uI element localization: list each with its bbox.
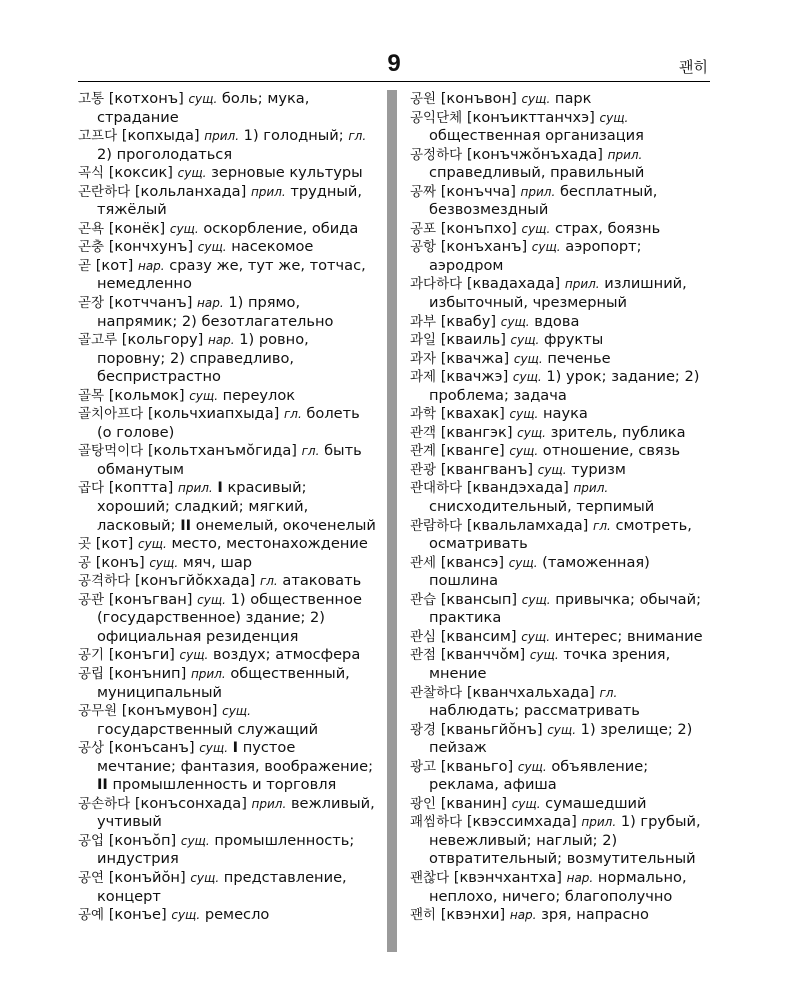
headword: 광인 xyxy=(410,795,437,812)
dictionary-entry xyxy=(410,238,710,275)
headword: 관심 xyxy=(410,628,437,645)
definition: 1) урок; задание; 2) проблема; задача xyxy=(428,368,700,404)
transcription: [квангванъ] xyxy=(440,460,534,478)
part-of-speech: прил. xyxy=(178,481,213,496)
transcription: [конъйŏн] xyxy=(108,868,186,886)
transcription: [квэнчхантха] xyxy=(453,868,562,886)
dictionary-entry xyxy=(410,275,710,312)
part-of-speech: сущ. xyxy=(509,407,539,422)
headword: 괜히 xyxy=(410,907,437,924)
headword: 관광 xyxy=(410,461,437,478)
headword: 곧 xyxy=(78,257,92,274)
transcription: [кольгору] xyxy=(121,331,204,349)
page-header xyxy=(78,48,710,82)
dictionary-entry xyxy=(410,146,710,183)
dictionary-entry xyxy=(78,442,378,479)
dictionary-entry xyxy=(78,646,378,665)
transcription: [кванге] xyxy=(440,442,505,460)
part-of-speech: прил. xyxy=(564,277,600,292)
part-of-speech: гл. xyxy=(283,407,302,422)
definition: переулок xyxy=(222,386,296,404)
part-of-speech: прил. xyxy=(251,796,287,811)
transcription: [квэнхи] xyxy=(440,906,506,924)
part-of-speech: сущ. xyxy=(547,722,577,737)
dictionary-entry xyxy=(410,721,710,758)
transcription: [конъе] xyxy=(108,906,167,924)
dictionary-entry xyxy=(410,220,710,239)
transcription: [квахак] xyxy=(440,405,505,423)
dictionary-entry xyxy=(78,591,378,647)
part-of-speech: прил. xyxy=(573,481,609,496)
definition: излишний, избыточный, чрезмерный xyxy=(428,275,687,312)
transcription: [кончхунъ] xyxy=(108,238,194,256)
part-of-speech: сущ. xyxy=(521,92,551,106)
left-column xyxy=(78,90,378,925)
transcription: [квансып] xyxy=(440,590,518,608)
headword: 곡식 xyxy=(78,165,105,182)
dictionary-entry xyxy=(410,517,710,554)
headword: 곧장 xyxy=(78,295,105,312)
dictionary-entry xyxy=(410,405,710,424)
headword: 공정하다 xyxy=(410,146,463,163)
transcription: [квангэк] xyxy=(440,423,513,441)
headword: 골목 xyxy=(78,387,105,404)
definition: парк xyxy=(554,90,592,107)
dictionary-entry xyxy=(78,387,378,406)
transcription: [кванчхальхада] xyxy=(466,683,595,701)
part-of-speech: сущ. xyxy=(137,537,167,552)
headword: 공무원 xyxy=(78,703,118,720)
definition: промышленность и торговля xyxy=(112,776,337,794)
transcription: [квальламхада] xyxy=(466,516,589,534)
part-of-speech: гл. xyxy=(348,129,367,144)
dictionary-entry xyxy=(410,591,710,628)
headword: 과자 xyxy=(410,350,437,367)
transcription: [конъ] xyxy=(95,553,145,571)
dictionary-entry xyxy=(410,183,710,220)
definition: место, местонахождение xyxy=(171,535,368,553)
definition: онемелый, окоченелый xyxy=(195,516,376,534)
definition: наблюдать; рассматривать xyxy=(428,702,640,720)
transcription: [конъмувон] xyxy=(121,702,218,720)
definition: привычка; обычай; практика xyxy=(428,590,701,627)
definition: боль; мука, страдание xyxy=(96,90,310,126)
part-of-speech: нар. xyxy=(197,296,224,311)
part-of-speech: нар. xyxy=(137,258,165,273)
part-of-speech: сущ. xyxy=(513,351,543,366)
headword: 관람하다 xyxy=(410,517,463,534)
dictionary-entry xyxy=(78,331,378,387)
definition: государственный служащий xyxy=(96,720,319,738)
part-of-speech: сущ. xyxy=(199,741,229,756)
transcription: [квабу] xyxy=(440,312,497,330)
definition: общественный, муниципальный xyxy=(96,664,350,701)
sense-number: II xyxy=(96,776,108,794)
definition: нормально, неплохо, ничего; благополучно xyxy=(428,868,687,905)
transcription: [квэссимхада] xyxy=(466,813,577,831)
transcription: [кольчхиапхыда] xyxy=(147,405,280,423)
headword: 공익단체 xyxy=(410,109,463,126)
part-of-speech: сущ. xyxy=(171,908,201,923)
definition: печенье xyxy=(547,349,611,367)
dictionary-entry xyxy=(410,795,710,814)
part-of-speech: сущ. xyxy=(508,555,538,570)
definition: интерес; внимание xyxy=(554,627,703,645)
transcription: [квансэ] xyxy=(440,553,505,571)
transcription: [котхонъ] xyxy=(108,90,184,107)
transcription: [кольмок] xyxy=(108,386,185,404)
part-of-speech: сущ. xyxy=(500,314,530,329)
transcription: [квандэхада] xyxy=(466,479,569,497)
headword: 관세 xyxy=(410,554,437,571)
dictionary-entry xyxy=(410,331,710,350)
definition: зерновые культуры xyxy=(211,164,363,182)
headword: 공짜 xyxy=(410,183,437,200)
definition: 2) проголодаться xyxy=(96,145,233,163)
definition: красивый; хороший; сладкий; мягкий, ласковый; xyxy=(96,479,309,534)
definition: болеть (о голове) xyxy=(96,405,360,441)
dictionary-entry xyxy=(410,442,710,461)
definition: сразу же, тут же, тотчас, немедленно xyxy=(96,256,366,293)
transcription: [конънип] xyxy=(108,664,187,682)
transcription: [конъвон] xyxy=(440,90,517,107)
transcription: [кваиль] xyxy=(440,331,506,349)
headword: 고통 xyxy=(78,91,105,107)
headword: 과학 xyxy=(410,406,437,423)
dictionary-entry xyxy=(78,535,378,554)
part-of-speech: сущ. xyxy=(509,444,539,459)
headword: 광고 xyxy=(410,758,437,775)
headword: 과제 xyxy=(410,369,437,386)
definition: вежливый, учтивый xyxy=(96,794,375,831)
dictionary-entry xyxy=(78,257,378,294)
transcription: [конъикттанчхэ] xyxy=(466,108,595,126)
headword: 골고루 xyxy=(78,332,118,349)
dictionary-entry xyxy=(410,479,710,516)
headword: 고프다 xyxy=(78,128,118,145)
dictionary-entry xyxy=(410,313,710,332)
dictionary-entry xyxy=(410,628,710,647)
part-of-speech: сущ. xyxy=(190,870,220,885)
part-of-speech: сущ. xyxy=(521,592,551,607)
transcription: [конъчжŏнъхада] xyxy=(466,145,603,163)
transcription: [конъŏп] xyxy=(108,831,177,849)
headword: 관찰하다 xyxy=(410,684,463,701)
definition: трудный, тяжёлый xyxy=(96,182,363,219)
part-of-speech: сущ. xyxy=(197,240,227,255)
headword: 공립 xyxy=(78,665,105,682)
transcription: [конъпхо] xyxy=(440,219,517,237)
definition: (таможенная) пошлина xyxy=(428,553,650,590)
right-column xyxy=(410,90,710,925)
part-of-speech: гл. xyxy=(301,444,320,459)
part-of-speech: сущ. xyxy=(180,833,210,848)
part-of-speech: сущ. xyxy=(521,629,551,644)
definition: сумашедший xyxy=(545,794,647,812)
headword: 괘씸하다 xyxy=(410,814,463,831)
definition: смотреть, осматривать xyxy=(428,516,692,553)
dictionary-entry xyxy=(410,646,710,683)
part-of-speech: сущ. xyxy=(517,425,546,440)
transcription: [конъханъ] xyxy=(440,238,528,256)
part-of-speech: прил. xyxy=(607,147,643,162)
dictionary-entry xyxy=(410,906,710,925)
dictionary-entry xyxy=(78,164,378,183)
definition: бесплатный, безвозмездный xyxy=(428,182,658,219)
part-of-speech: сущ. xyxy=(599,110,629,125)
part-of-speech: гл. xyxy=(599,685,618,700)
headword: 공관 xyxy=(78,591,105,608)
header-rule xyxy=(78,81,710,82)
dictionary-entry xyxy=(410,813,710,869)
dictionary-entry xyxy=(78,479,378,535)
part-of-speech: сущ. xyxy=(529,648,559,663)
transcription: [кот] xyxy=(95,256,134,274)
part-of-speech: прил. xyxy=(250,184,286,199)
dictionary-entry xyxy=(78,832,378,869)
dictionary-entry xyxy=(78,554,378,573)
transcription: [кот] xyxy=(95,535,134,553)
transcription: [кванин] xyxy=(440,794,508,812)
transcription: [котччанъ] xyxy=(108,294,193,312)
transcription: [квансим] xyxy=(440,627,517,645)
headword: 공예 xyxy=(78,907,105,924)
definition: насекомое xyxy=(231,238,314,256)
definition: 1) голодный; xyxy=(243,127,344,145)
headword: 과다하다 xyxy=(410,276,463,293)
part-of-speech: сущ. xyxy=(510,333,540,348)
headword: 공항 xyxy=(410,239,437,256)
definition: туризм xyxy=(571,460,626,478)
dictionary-entry xyxy=(78,127,378,164)
definition: воздух; атмосфера xyxy=(212,646,361,664)
definition: 1) ровно, поровну; 2) справедливо, беспристрастно xyxy=(96,331,309,386)
part-of-speech: прил. xyxy=(520,184,556,199)
headword: 공기 xyxy=(78,647,105,664)
definition: оскорбление, обида xyxy=(203,219,359,237)
part-of-speech: прил. xyxy=(204,129,240,144)
dictionary-entry xyxy=(78,405,378,442)
part-of-speech: сущ. xyxy=(189,388,219,403)
running-head: 괜히 xyxy=(679,58,708,76)
headword: 골탕먹이다 xyxy=(78,443,144,460)
dictionary-entry xyxy=(410,554,710,591)
dictionary-entry xyxy=(410,758,710,795)
dictionary-entry xyxy=(410,109,710,146)
part-of-speech: гл. xyxy=(259,574,278,589)
transcription: [кванччŏм] xyxy=(440,646,526,664)
transcription: [квачжа] xyxy=(440,349,510,367)
transcription: [квадахада] xyxy=(466,275,561,293)
headword: 관계 xyxy=(410,443,437,460)
definition: мяч, шар xyxy=(182,553,253,571)
column-divider xyxy=(387,90,397,952)
definition: быть обманутым xyxy=(96,442,362,478)
part-of-speech: нар. xyxy=(207,333,235,348)
transcription: [конъсонхада] xyxy=(134,794,247,812)
transcription: [коптта] xyxy=(108,479,174,497)
dictionary-entry xyxy=(78,572,378,591)
headword: 공포 xyxy=(410,220,437,237)
sense-number: I xyxy=(217,479,223,497)
dictionary-entry xyxy=(78,238,378,257)
sense-number: II xyxy=(180,516,192,534)
transcription: [коксик] xyxy=(108,164,174,182)
part-of-speech: прил. xyxy=(581,815,617,830)
headword: 공연 xyxy=(78,869,105,886)
transcription: [конёк] xyxy=(108,219,166,237)
headword: 공손하다 xyxy=(78,795,131,812)
definition: представление, концерт xyxy=(96,868,347,905)
definition: 1) зрелище; 2) пейзаж xyxy=(428,720,693,757)
definition: аэропорт; аэродром xyxy=(428,238,642,274)
part-of-speech: сущ. xyxy=(169,221,199,236)
dictionary-entry xyxy=(410,869,710,906)
definition: атаковать xyxy=(282,572,362,590)
definition: 1) общественное (государственное) здание; 2) официальная резиденция xyxy=(96,590,362,645)
headword: 공상 xyxy=(78,740,105,757)
transcription: [конъгйŏкхада] xyxy=(134,572,256,590)
definition: вдова xyxy=(534,312,580,330)
headword: 관객 xyxy=(410,424,437,441)
definition: точка зрения, мнение xyxy=(428,646,671,682)
definition: фрукты xyxy=(544,331,604,349)
headword: 관점 xyxy=(410,647,437,664)
dictionary-entry xyxy=(78,183,378,220)
part-of-speech: сущ. xyxy=(537,462,567,477)
headword: 괜찮다 xyxy=(410,869,450,886)
headword: 곤욕 xyxy=(78,220,105,237)
dictionary-entry xyxy=(410,461,710,480)
part-of-speech: нар. xyxy=(509,908,537,923)
definition: пустое мечтание; фантазия, воображение; xyxy=(96,739,374,775)
dictionary-entry xyxy=(78,220,378,239)
headword: 공 xyxy=(78,554,92,571)
headword: 관습 xyxy=(410,591,437,608)
part-of-speech: сущ. xyxy=(511,796,541,811)
definition: промышленность; индустрия xyxy=(96,831,355,868)
part-of-speech: нар. xyxy=(566,870,594,885)
definition: зря, напрасно xyxy=(541,906,649,924)
definition: объявление; реклама, афиша xyxy=(428,757,649,794)
part-of-speech: прил. xyxy=(190,666,226,681)
transcription: [квачжэ] xyxy=(440,368,509,386)
dictionary-entry xyxy=(78,665,378,702)
definition: общественная организация xyxy=(428,127,644,145)
definition: справедливый, правильный xyxy=(428,164,645,182)
transcription: [конъсанъ] xyxy=(108,739,195,757)
dictionary-entry xyxy=(410,684,710,721)
transcription: [конъчча] xyxy=(440,182,516,200)
part-of-speech: сущ. xyxy=(177,166,207,181)
dictionary-entry xyxy=(410,424,710,443)
headword: 곤충 xyxy=(78,239,105,256)
definition: 1) грубый, невежливый; наглый; 2) отвратительный; возмутительный xyxy=(428,813,701,868)
headword: 곳 xyxy=(78,536,92,553)
transcription: [конъги] xyxy=(108,646,175,664)
transcription: [кваньго] xyxy=(440,757,514,775)
definition: снисходительный, терпимый xyxy=(428,498,655,516)
page-number: 9 xyxy=(387,50,401,77)
dictionary-entry xyxy=(78,294,378,331)
part-of-speech: гл. xyxy=(593,518,611,533)
headword: 관대하다 xyxy=(410,480,463,497)
transcription: [кольланхада] xyxy=(134,182,247,200)
transcription: [кольтханъмŏгида] xyxy=(147,442,297,460)
part-of-speech: сущ. xyxy=(188,92,218,106)
transcription: [конъгван] xyxy=(108,590,193,608)
dictionary-entry xyxy=(78,869,378,906)
definition: отношение, связь xyxy=(542,442,681,460)
definition: 1) прямо, напрямик; 2) безотлагательно xyxy=(96,294,334,330)
part-of-speech: сущ. xyxy=(531,240,561,255)
definition: ремесло xyxy=(204,906,270,924)
part-of-speech: сущ. xyxy=(197,592,226,607)
headword: 공격하다 xyxy=(78,573,131,590)
headword: 과부 xyxy=(410,313,437,330)
definition: наука xyxy=(542,405,588,423)
part-of-speech: сущ. xyxy=(179,648,209,663)
dictionary-entry xyxy=(410,350,710,369)
headword: 공업 xyxy=(78,832,105,849)
headword: 곤란하다 xyxy=(78,183,131,200)
transcription: [кваньгйŏнъ] xyxy=(440,720,543,738)
part-of-speech: сущ. xyxy=(222,704,251,719)
dictionary-entry xyxy=(410,368,710,405)
dictionary-entry xyxy=(78,795,378,832)
definition: страх, боязнь xyxy=(554,219,661,237)
dictionary-entry xyxy=(410,90,710,109)
headword: 골치아프다 xyxy=(78,406,144,423)
headword: 공원 xyxy=(410,91,437,107)
headword: 과일 xyxy=(410,332,437,349)
headword: 곱다 xyxy=(78,480,105,497)
sense-number: I xyxy=(232,739,239,757)
part-of-speech: сущ. xyxy=(149,555,179,570)
definition: зритель, публика xyxy=(550,423,686,441)
dictionary-entry xyxy=(78,906,378,925)
headword: 광경 xyxy=(410,721,437,738)
dictionary-entry xyxy=(78,702,378,739)
dictionary-entry xyxy=(78,90,378,127)
transcription: [копхыда] xyxy=(121,127,200,145)
part-of-speech: сущ. xyxy=(521,221,551,236)
dictionary-entry xyxy=(78,739,378,795)
part-of-speech: сущ. xyxy=(517,759,547,774)
part-of-speech: сущ. xyxy=(512,370,542,385)
